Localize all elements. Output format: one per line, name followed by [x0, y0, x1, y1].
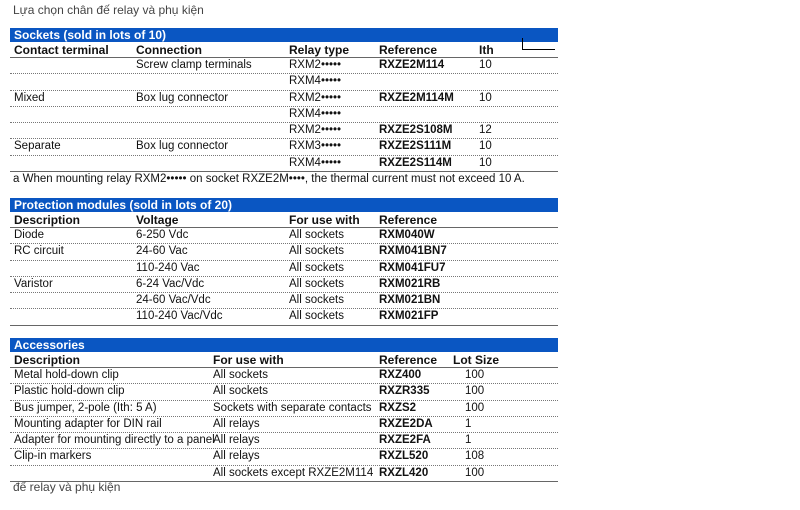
cell-reference: RXM041BN7	[379, 245, 447, 258]
col-reference: Reference	[379, 213, 438, 227]
accessories-table	[10, 338, 558, 482]
table-row	[10, 123, 558, 139]
cell-description: Adapter for mounting directly to a panel	[14, 434, 215, 447]
cell-ith: 10	[479, 140, 492, 153]
cell-reference: RXM041FU7	[379, 261, 446, 274]
col-description: Description	[14, 213, 81, 227]
cell-relay-type: RXM4•••••	[289, 156, 342, 169]
cell-reference: RXM021BN	[379, 294, 441, 307]
cell-for-use-with: All relays	[213, 434, 260, 447]
cell-connection: Box lug connector	[136, 91, 229, 104]
cell-ith: 10	[479, 59, 492, 71]
table-row	[10, 417, 558, 433]
cell-description: Plastic hold-down clip	[14, 385, 125, 398]
col-ith: Ith	[479, 43, 494, 57]
table-row	[10, 401, 558, 417]
cell-voltage: 24-60 Vac	[136, 245, 188, 258]
cell-for-use-with: All sockets	[289, 229, 344, 241]
cell-reference: RXZE2M114	[379, 59, 445, 71]
cell-reference: RXM040W	[379, 229, 435, 241]
col-for-use-with: For use with	[289, 213, 360, 227]
cell-for-use-with: All sockets	[213, 385, 268, 398]
table-row	[10, 293, 558, 309]
sockets-title: Sockets (sold in lots of 10)	[10, 28, 558, 42]
cell-description: Varistor	[14, 277, 53, 290]
cell-for-use-with: All sockets	[289, 277, 344, 290]
table-row	[10, 91, 558, 107]
cell-for-use-with: Sockets with separate contacts	[213, 401, 372, 414]
table-row	[10, 228, 558, 244]
cell-contact-terminal: Mixed	[14, 91, 45, 104]
cell-ith: 10	[479, 156, 492, 169]
cell-relay-type: RXM4•••••	[289, 107, 342, 120]
cell-reference: RXZE2FA	[379, 434, 431, 447]
table-row	[10, 368, 558, 384]
cell-description: Clip-in markers	[14, 450, 92, 463]
cell-lot-size: 100	[465, 466, 485, 479]
table-row	[10, 277, 558, 293]
caption-bottom: đế relay và phụ kiện	[13, 480, 121, 494]
cell-relay-type: RXM3•••••	[289, 140, 342, 153]
caption-top: Lựa chọn chân đế relay và phụ kiện	[13, 3, 204, 17]
cell-description: Mounting adapter for DIN rail	[14, 417, 162, 430]
col-lot-size: Lot Size	[453, 353, 500, 367]
table-row	[10, 58, 558, 74]
table-row	[10, 384, 558, 400]
cell-relay-type: RXM2•••••	[289, 59, 342, 71]
col-reference: Reference	[379, 353, 438, 367]
cell-for-use-with: All sockets	[289, 310, 344, 323]
accessories-title: Accessories	[10, 338, 558, 352]
cell-lot-size: 108	[465, 450, 485, 463]
sockets-header	[10, 42, 558, 58]
cell-reference: RXZE2DA	[379, 417, 433, 430]
cell-description: Diode	[14, 229, 45, 241]
cell-relay-type: RXM2•••••	[289, 124, 342, 137]
cell-ith: 12	[479, 124, 492, 137]
cell-voltage: 6-250 Vdc	[136, 229, 189, 241]
protection-header	[10, 212, 558, 228]
table-row	[10, 139, 558, 155]
cell-reference: RXZR335	[379, 385, 430, 398]
cell-contact-terminal: Separate	[14, 140, 61, 153]
cell-connection: Box lug connector	[136, 140, 229, 153]
cell-lot-size: 1	[465, 434, 472, 447]
table-row	[10, 261, 558, 277]
cell-reference: RXZE2M114M	[379, 91, 454, 104]
cell-reference: RXZE2S114M	[379, 156, 452, 169]
cell-for-use-with: All sockets	[289, 294, 344, 307]
cell-for-use-with: All sockets except RXZE2M114	[213, 466, 374, 479]
cell-reference: RXZL420	[379, 466, 429, 479]
cell-reference: RXZ400	[379, 369, 422, 381]
col-contact-terminal: Contact terminal	[14, 43, 109, 57]
cell-description: Bus jumper, 2-pole (Ith: 5 A)	[14, 401, 157, 414]
col-relay-type: Relay type	[289, 43, 350, 57]
protection-table	[10, 198, 558, 326]
cell-reference: RXZL520	[379, 450, 429, 463]
accessories-header	[10, 352, 558, 368]
sockets-table	[10, 28, 558, 172]
col-reference: Reference	[379, 43, 438, 57]
cell-reference: RXZS2	[379, 401, 417, 414]
sockets-note: a When mounting relay RXM2••••• on socket RXZE2M••••, the thermal current must not exceed 10 A.	[13, 173, 525, 185]
cell-for-use-with: All sockets	[213, 369, 268, 381]
cell-relay-type: RXM4•••••	[289, 75, 342, 88]
table-row	[10, 244, 558, 260]
cell-reference: RXZE2S111M	[379, 140, 452, 153]
table-row	[10, 107, 558, 123]
cell-voltage: 6-24 Vac/Vdc	[136, 277, 205, 290]
cell-for-use-with: All sockets	[289, 245, 344, 258]
cell-lot-size: 100	[465, 385, 485, 398]
cell-lot-size: 100	[465, 401, 485, 414]
table-row	[10, 156, 558, 172]
cell-voltage: 24-60 Vac/Vdc	[136, 294, 211, 307]
cell-voltage: 110-240 Vac	[136, 261, 200, 274]
table-row	[10, 309, 558, 325]
cell-connection: Screw clamp terminals	[136, 59, 252, 71]
table-row	[10, 74, 558, 90]
cell-for-use-with: All relays	[213, 417, 260, 430]
cell-description: RC circuit	[14, 245, 64, 258]
cell-voltage: 110-240 Vac/Vdc	[136, 310, 223, 323]
cell-for-use-with: All relays	[213, 450, 260, 463]
protection-title: Protection modules (sold in lots of 20)	[10, 198, 558, 212]
cell-for-use-with: All sockets	[289, 261, 344, 274]
table-row	[10, 433, 558, 449]
cell-ith: 10	[479, 91, 492, 104]
col-for-use-with: For use with	[213, 353, 284, 367]
cell-lot-size: 100	[465, 369, 485, 381]
col-connection: Connection	[136, 43, 202, 57]
table-row	[10, 449, 558, 465]
cell-reference: RXM021FP	[379, 310, 439, 323]
cell-lot-size: 1	[465, 417, 472, 430]
cell-reference: RXM021RB	[379, 277, 441, 290]
col-voltage: Voltage	[136, 213, 179, 227]
cell-reference: RXZE2S108M	[379, 124, 453, 137]
col-description: Description	[14, 353, 81, 367]
cell-relay-type: RXM2•••••	[289, 91, 342, 104]
cell-description: Metal hold-down clip	[14, 369, 119, 381]
corner-mark	[522, 38, 555, 50]
